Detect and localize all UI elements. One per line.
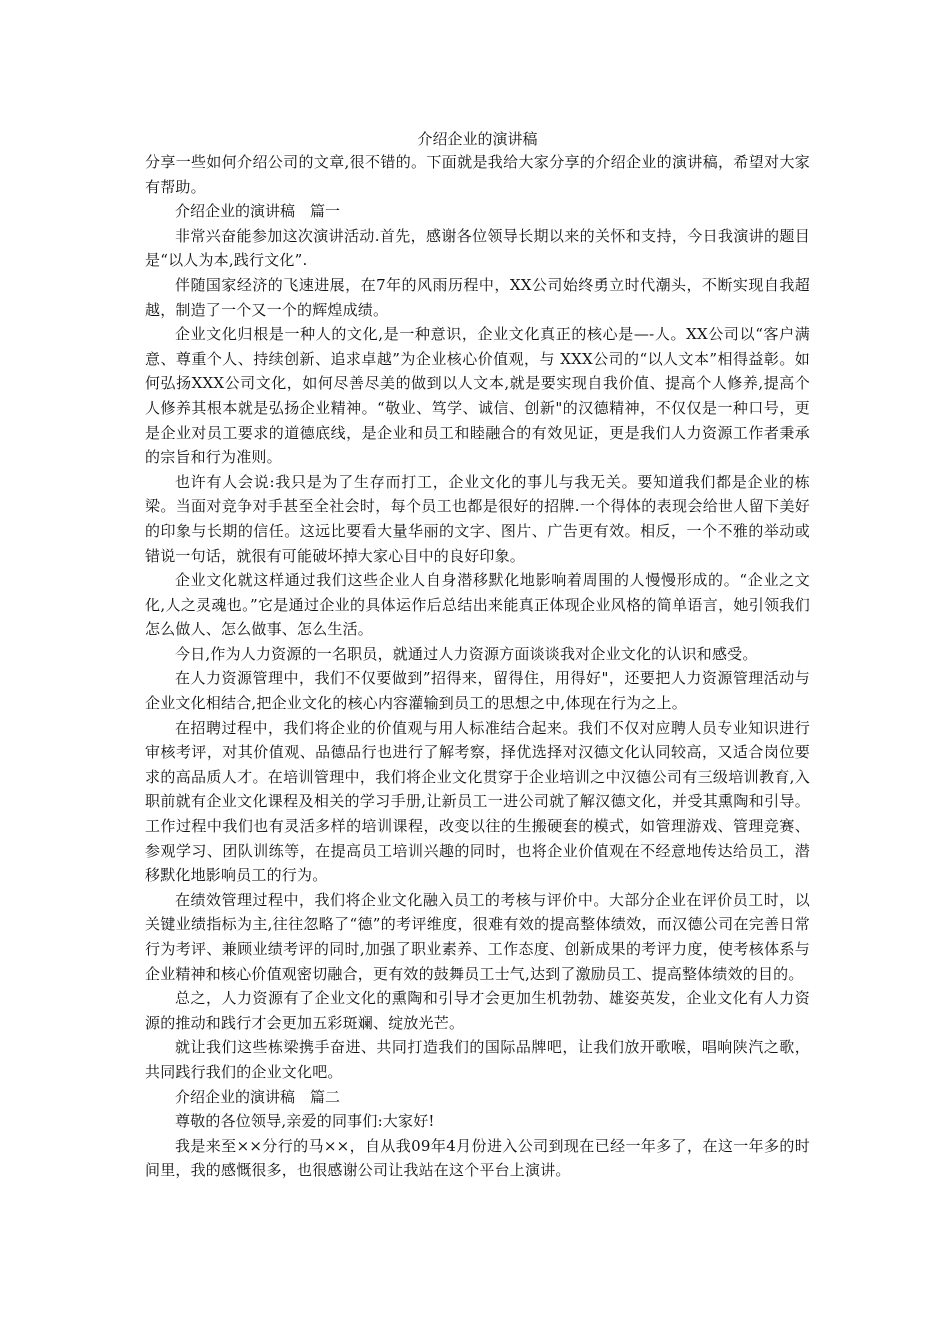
paragraph: 也许有人会说:我只是为了生存而打工，企业文化的事儿与我无关。要知道我们都是企业的栋梁。当面对竞争对手甚至全社会时，每个员工也都是很好的招牌.一个得体的表现会给世人留下美好的印象与长期的信任。这远比要看大量华丽的文字、图片、广告更有效。相反，一个不雅的举动或错说一句话，就很有可能破坏掉大家心目中的良好印象。: [145, 472, 810, 565]
document-title: 介绍企业的演讲稿: [417, 130, 538, 148]
paragraph: 企业文化归根是一种人的文化,是一种意识，企业文化真正的核心是—-人。XX公司以“客户满意、尊重个人、持续创新、追求卓越”为企业核心价值观，与 XXX公司的“以人文本”相得益彰。如何弘扬XXX公司文化，如何尽善尽美的做到以人文本,就是要实现自我价值、提高个人修养,提高个人修养其根本就是弘扬企业精神。“敬业、笃学、诚信、创新"的汉德精神，不仅仅是一种口号，更是企业对员工要求的道德底线，是企业和员工和睦融合的有效见证，更是我们人力资源工作者秉承的宗旨和行为准则。: [145, 325, 810, 467]
paragraph: 非常兴奋能参加这次演讲活动.首先，感谢各位领导长期以来的关怀和支持，今日我演讲的题目是“以人为本,践行文化”.: [145, 226, 810, 270]
paragraph: 企业文化就这样通过我们这些企业人自身潜移默化地影响着周围的人慢慢形成的。“企业之文化,人之灵魂也。”它是通过企业的具体运作后总结出来能真正体现企业风格的简单语言，她引领我们怎么做人、怎么做事、怎么生活。: [145, 571, 810, 639]
document-page: [145, 128, 810, 1183]
paragraph: 我是来至××分行的马××，自从我09年4月份进入公司到现在已经一年多了，在这一年多的时间里，我的感慨很多，也很感谢公司让我站在这个平台上演讲。: [145, 1136, 810, 1180]
paragraph: 总之，人力资源有了企业文化的熏陶和引导才会更加生机勃勃、雄姿英发，企业文化有人力资源的推动和践行才会更加五彩斑斓、绽放光芒。: [145, 989, 810, 1032]
paragraph: 在招聘过程中，我们将企业的价值观与用人标准结合起来。我们不仅对应聘人员专业知识进行审核考评，对其价值观、品德品行也进行了解考察，择优选择对汉德文化认同较高，又适合岗位要求的高品质人才。在培训管理中，我们将企业文化贯穿于企业培训之中汉德公司有三级培训教育,入职前就有企业文化课程及相关的学习手册,让新员工一进公司就了解汉德文化，并受其熏陶和引导。工作过程中我们也有灵活多样的培训课程，改变以往的生搬硬套的模式，如管理游戏、管理竞赛、参观学习、团队训练等，在提高员工培训兴趣的同时，也将企业价值观在不经意地传达给员工，潜移默化地影响员工的行为。: [145, 718, 810, 885]
section-heading-2: 介绍企业的演讲稿 篇二: [175, 1087, 341, 1106]
paragraph: 在绩效管理过程中，我们将企业文化融入员工的考核与评价中。大部分企业在评价员工时，以关键业绩指标为主,往往忽略了“德”的考评维度，很难有效的提高整体绩效，而汉德公司在完善日常行为考评、兼顾业绩考评的同时,加强了职业素养、工作态度、创新成果的考评力度，使考核体系与企业精神和核心价值观密切融合，更有效的鼓舞员工士气,达到了激励员工、提高整体绩效的目的。: [145, 890, 810, 983]
paragraph: 在人力资源管理中，我们不仅要做到”招得来，留得住，用得好"，还要把人力资源管理活动与企业文化相结合,把企业文化的核心内容灌输到员工的思想之中,体现在行为之上。: [145, 669, 810, 713]
paragraph: 伴随国家经济的飞速进展，在7年的风雨历程中，XX公司始终勇立时代潮头，不断实现自我超越，制造了一个又一个的辉煌成绩。: [145, 275, 810, 319]
paragraph: 就让我们这些栋梁携手奋进、共同打造我们的国际品牌吧，让我们放开歌喉，唱响陕汽之歌，共同践行我们的企业文化吧。: [145, 1038, 810, 1081]
paragraph: 今日,作为人力资源的一名职员，就通过人力资源方面谈谈我对企业文化的认识和感受。: [175, 644, 758, 663]
intro-paragraph: 分享一些如何介绍公司的文章,很不错的。下面就是我给大家分享的介绍企业的演讲稿，希望对大家有帮助。: [145, 153, 810, 196]
paragraph: 尊敬的各位领导,亲爱的同事们:大家好!: [175, 1112, 435, 1131]
section-heading-1: 介绍企业的演讲稿 篇一: [175, 202, 341, 221]
